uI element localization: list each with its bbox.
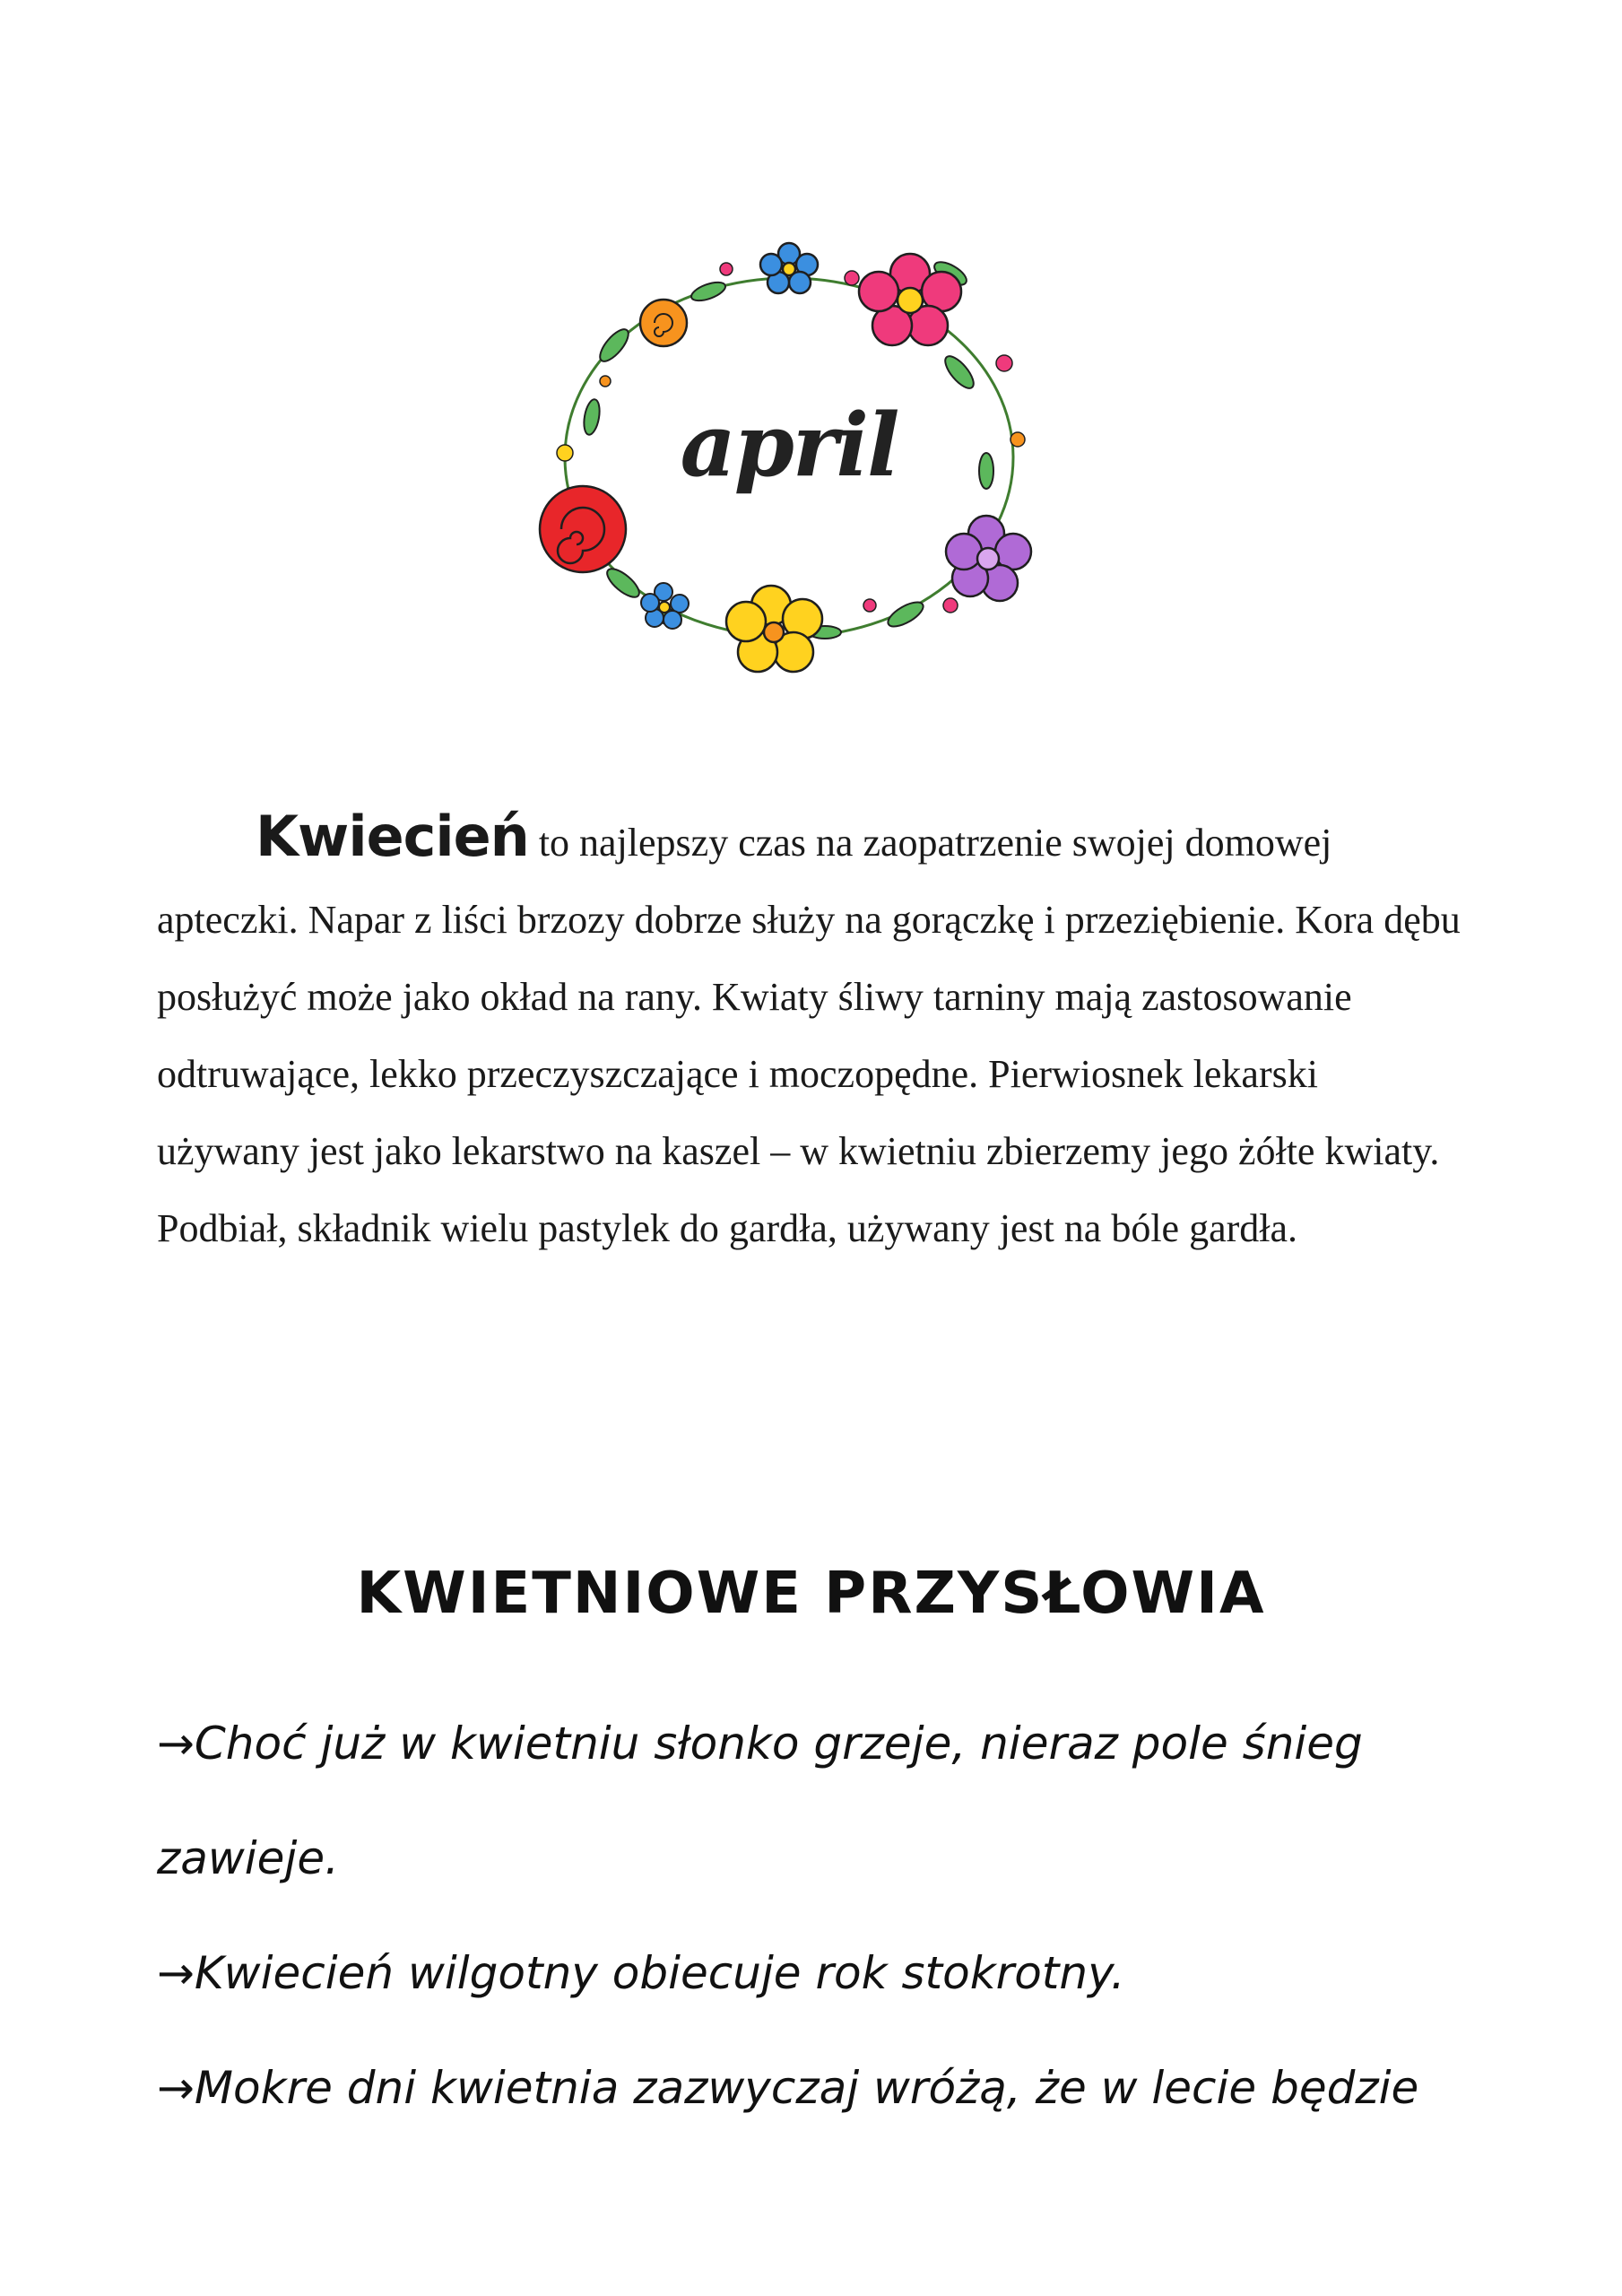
- wreath-word: april: [680, 395, 898, 496]
- intro-text: [157, 798, 1466, 1267]
- intro-paragraph: [157, 798, 1466, 1267]
- proverb-item: →Kwiecień wilgotny obiecuje rok stokrotny.: [157, 1947, 1125, 1999]
- proverb-item: →Mokre dni kwietnia zazwyczaj wróżą, że w lecie będzie: [157, 2062, 1419, 2114]
- intro-lead-word: Kwiecień: [256, 804, 529, 869]
- proverbs-list: [157, 1686, 1502, 2145]
- proverbs-heading: KWIETNIOWE PRZYSŁOWIA: [356, 1561, 1266, 1627]
- intro-body: to najlepszy czas na zaopatrzenie swojej domowej apteczki. Napar z liści brzozy dobrze służy na gorączkę i przeziębienie. Kora dębu posłużyć może jako okład na rany. Kwiaty śliwy tarniny mają zastosowanie odtruwające, lekko przeczyszczające i moczopędne. Pierwiosnek lekarski używany jest jako lekarstwo na kaszel – w kwietniu zbierzemy jego żółte kwiaty. Podbiał, składnik wielu pastylek do gardła, używany jest na bóle gardła.: [157, 821, 1461, 1250]
- april-wreath-logo: [529, 238, 1049, 677]
- proverb-item: →Choć już w kwietniu słonko grzeje, nieraz pole śnieg zawieje.: [157, 1718, 1363, 1884]
